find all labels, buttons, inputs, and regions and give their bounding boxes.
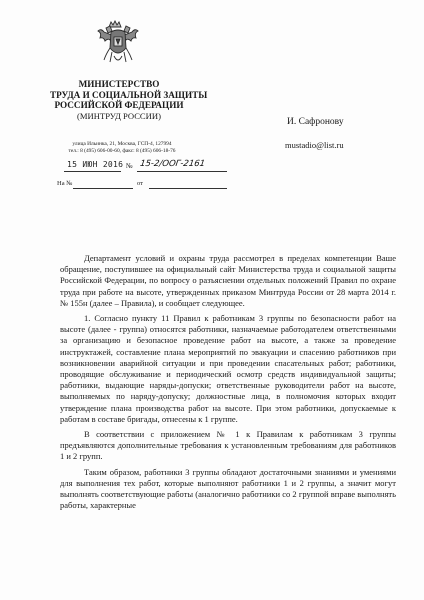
reference-date-blank — [149, 188, 227, 189]
reference-line — [57, 180, 227, 190]
date-underline — [64, 171, 121, 172]
number-label: № — [126, 162, 133, 170]
address-phone-fax: тел.: 8 (495) 606-00-60, факс: 8 (495) 606-18-76 — [68, 148, 176, 154]
reference-number-blank — [73, 188, 133, 189]
recipient-name: И. Сафронову — [287, 117, 344, 127]
body-paragraph: Департамент условий и охраны труда рассмотрел в пределах компетенции Ваше обращение, поступившее на официальный сайт Министерства труда и социальной защиты Российской Федерации, по вопросу о разъяснении отдельных положений Правил по охране труда при работе на высоте, утвержденных приказом Минтруда России от 28 марта 2014 г. № 155н (далее – Правила), и сообщает следующее. — [60, 253, 396, 308]
ministry-name-line: ТРУДА И СОЦИАЛЬНОЙ ЗАЩИТЫ — [50, 89, 208, 100]
reference-date-label: от — [137, 180, 144, 187]
ministry-name-line: МИНИСТЕРСТВО — [78, 79, 160, 89]
body-paragraph: В соответствии с приложением № 1 к Правилам к работникам 3 группы предъявляются дополнительные требования к установленным требованиям для работников 1 и 2 групп. — [60, 429, 396, 462]
outgoing-number: 15-2/ООГ-2161 — [139, 159, 206, 169]
body-paragraph: 1. Согласно пункту 11 Правил к работникам 3 группы по безопасности работ на высоте (далее - группа) относятся работники, назначаемые работодателем ответственными за организацию и безопасное проведение работ на высоте, а также за проведение инструктажей, составление плана мероприятий по эвакуации и спасению работников при возникновении аварийной ситуации и при проведении спасательных работ; работники, проводящие обслуживание и периодический осмотр средств индивидуальной защиты; работники, выдающие наряды-допуски; ответственные руководители работ на высоте, выполняемых по наряду-допуску; должностные лица, в полномочия которых входит утверждение плана производства работ на высоте. При этом работники, допускаемые к работам в составе бригады, отнесены к 1 группе. — [60, 313, 396, 424]
coat-of-arms-emblem — [96, 18, 140, 66]
ministry-name-line: РОССИЙСКОЙ ФЕДЕРАЦИИ — [54, 100, 184, 110]
ministry-name-block — [50, 79, 208, 121]
ministry-address — [47, 141, 197, 155]
ministry-abbreviation: (МИНТРУД РОССИИ) — [77, 110, 161, 121]
registration-date-stamp: 15 ИЮН 2016 — [67, 160, 124, 169]
body-paragraph: Таким образом, работники 3 группы обладают достаточными знаниями и умениями для выполнения тех работ, которые выполняют работники 1 и 2 группы, а значит могут выполнять соответствующие работы (аналогично работники со 2 группой вправе выполнять работы, характерные — [60, 466, 396, 511]
address-street: улица Ильинка, 21, Москва, ГСП-4, 127994 — [72, 141, 172, 147]
letter-body — [60, 253, 396, 511]
reference-number-label: На № — [57, 180, 73, 187]
recipient-email: mustadio@list.ru — [285, 140, 344, 150]
number-underline — [137, 171, 227, 172]
registration-line — [63, 161, 228, 173]
